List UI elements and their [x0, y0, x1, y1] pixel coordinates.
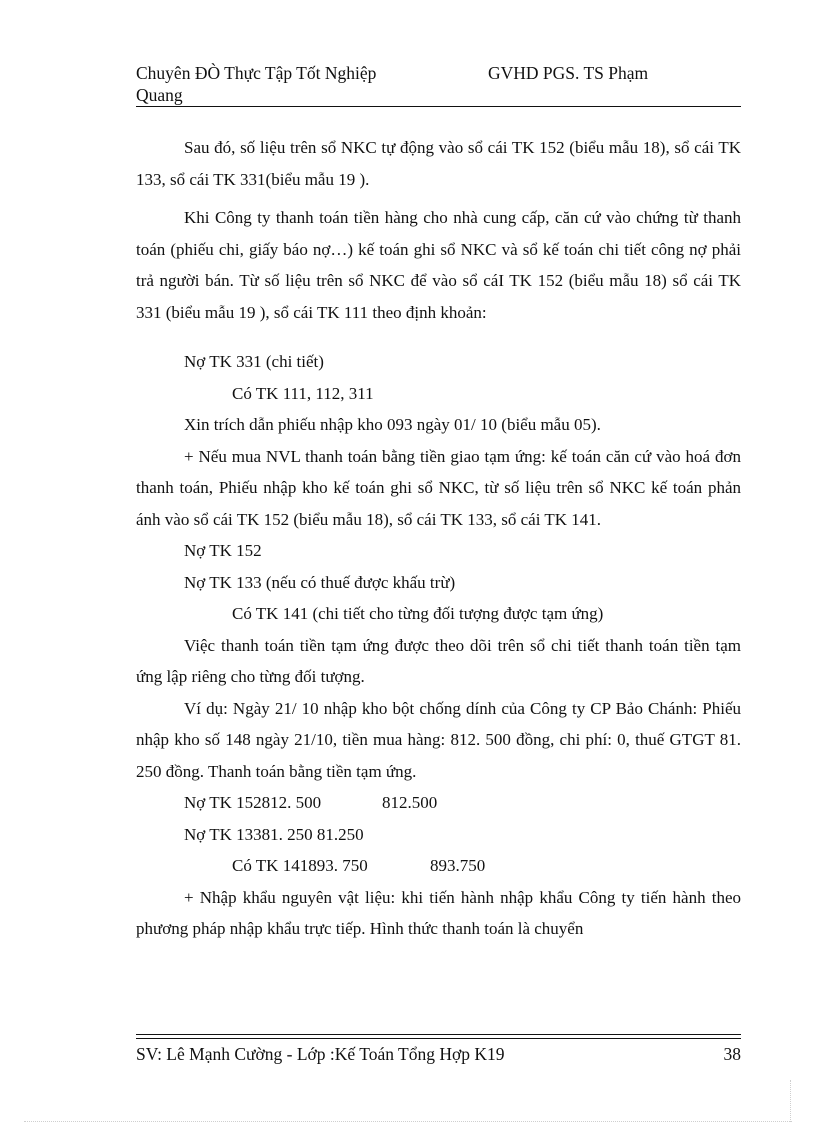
entry-credit-141: Có TK 141 (chi tiết cho từng đối tượng được tạm ứng) [232, 604, 604, 623]
entry-debit-152: Nợ TK 152 [184, 541, 262, 560]
page-header [136, 62, 741, 106]
blank-line [136, 328, 741, 346]
example-credit-141-label: Có TK 141893. 750 [232, 856, 368, 875]
paragraph-2: Khi Công ty thanh toán tiền hàng cho nhà cung cấp, căn cứ vào chứng từ thanh toán (phiếu chi, giấy báo nợ…) kế toán ghi sổ NKC và sổ kế toán chi tiết công nợ phải trả người bán. Từ số liệu trên sổ NKC để vào sổ cáI TK 152 (biểu mẫu 18) sổ cái TK 331 (biểu mẫu 19 ), sổ cái TK 111 theo định khoản: [136, 208, 741, 322]
paragraph-7: + Nhập khẩu nguyên vật liệu: khi tiến hành nhập khẩu Công ty tiến hành theo phương pháp nhập khẩu trực tiếp. Hình thức thanh toán là chuyển [136, 887, 741, 938]
paragraph-4: + Nếu mua NVL thanh toán bằng tiền giao tạm ứng: kế toán căn cứ vào hoá đơn thanh toán, Phiếu nhập kho kế toán ghi sổ NKC, từ số liệu trên sổ NKC kế toán phản ánh vào sổ cái TK 152 (biểu mẫu 18), sổ cái TK 133, sổ cái TK 141. [136, 446, 741, 529]
page-edge-right [790, 1080, 791, 1122]
header-divider [136, 106, 741, 107]
paragraph-1: Sau đó, số liệu trên sổ NKC tự động vào sổ cái TK 152 (biểu mẫu 18), sổ cái TK 133, sổ cái TK 331(biểu mẫu 19 ). [136, 138, 741, 189]
example-credit-141-amount: 893.750 [430, 856, 486, 875]
entry-debit-331: Nợ TK 331 (chi tiết) [184, 352, 324, 371]
example-debit-152 [136, 787, 741, 819]
entry-credit-111: Có TK 111, 112, 311 [232, 383, 374, 403]
example-debit-152-label: Nợ TK 152812. 500 [184, 793, 322, 812]
example-credit-141 [136, 850, 741, 882]
paragraph-5: Việc thanh toán tiền tạm ứng được theo dõi trên sổ chi tiết thanh toán tiền tạm ứng lập riêng cho từng đối tượng. [136, 635, 741, 686]
footer-divider-bottom [136, 1038, 741, 1039]
header-title: Chuyên ĐÒ Thực Tập Tốt Nghiệp [136, 63, 377, 83]
header-supervisor-continuation: Quang [136, 85, 183, 105]
entry-debit-133: Nợ TK 133 (nếu có thuế được khấu trừ) [184, 572, 456, 592]
paragraph-3: Xin trích dẫn phiếu nhập kho 093 ngày 01/ 10 (biểu mẫu 05). [184, 415, 601, 434]
paragraph-6: Ví dụ: Ngày 21/ 10 nhập kho bột chống dính của Công ty CP Bảo Chánh: Phiếu nhập kho số 148 ngày 21/10, tiền mua hàng: 812. 500 đồng, chi phí: 0, thuế GTGT 81. 250 đồng. Thanh toán bằng tiền tạm ứng. [136, 698, 741, 781]
example-debit-133: Nợ TK 13381. 250 81.250 [184, 824, 364, 844]
footer-student-info: SV: Lê Mạnh Cường - Lớp :Kế Toán Tổng Hợp K19 [136, 1044, 505, 1064]
page-body [136, 132, 741, 945]
page-footer [136, 1043, 741, 1065]
page-edge-bottom [24, 1121, 792, 1122]
footer-divider-top [136, 1034, 741, 1035]
example-debit-152-amount: 812.500 [382, 793, 438, 812]
page-number: 38 [723, 1044, 741, 1064]
header-supervisor: GVHD PGS. TS Phạm [488, 63, 649, 83]
